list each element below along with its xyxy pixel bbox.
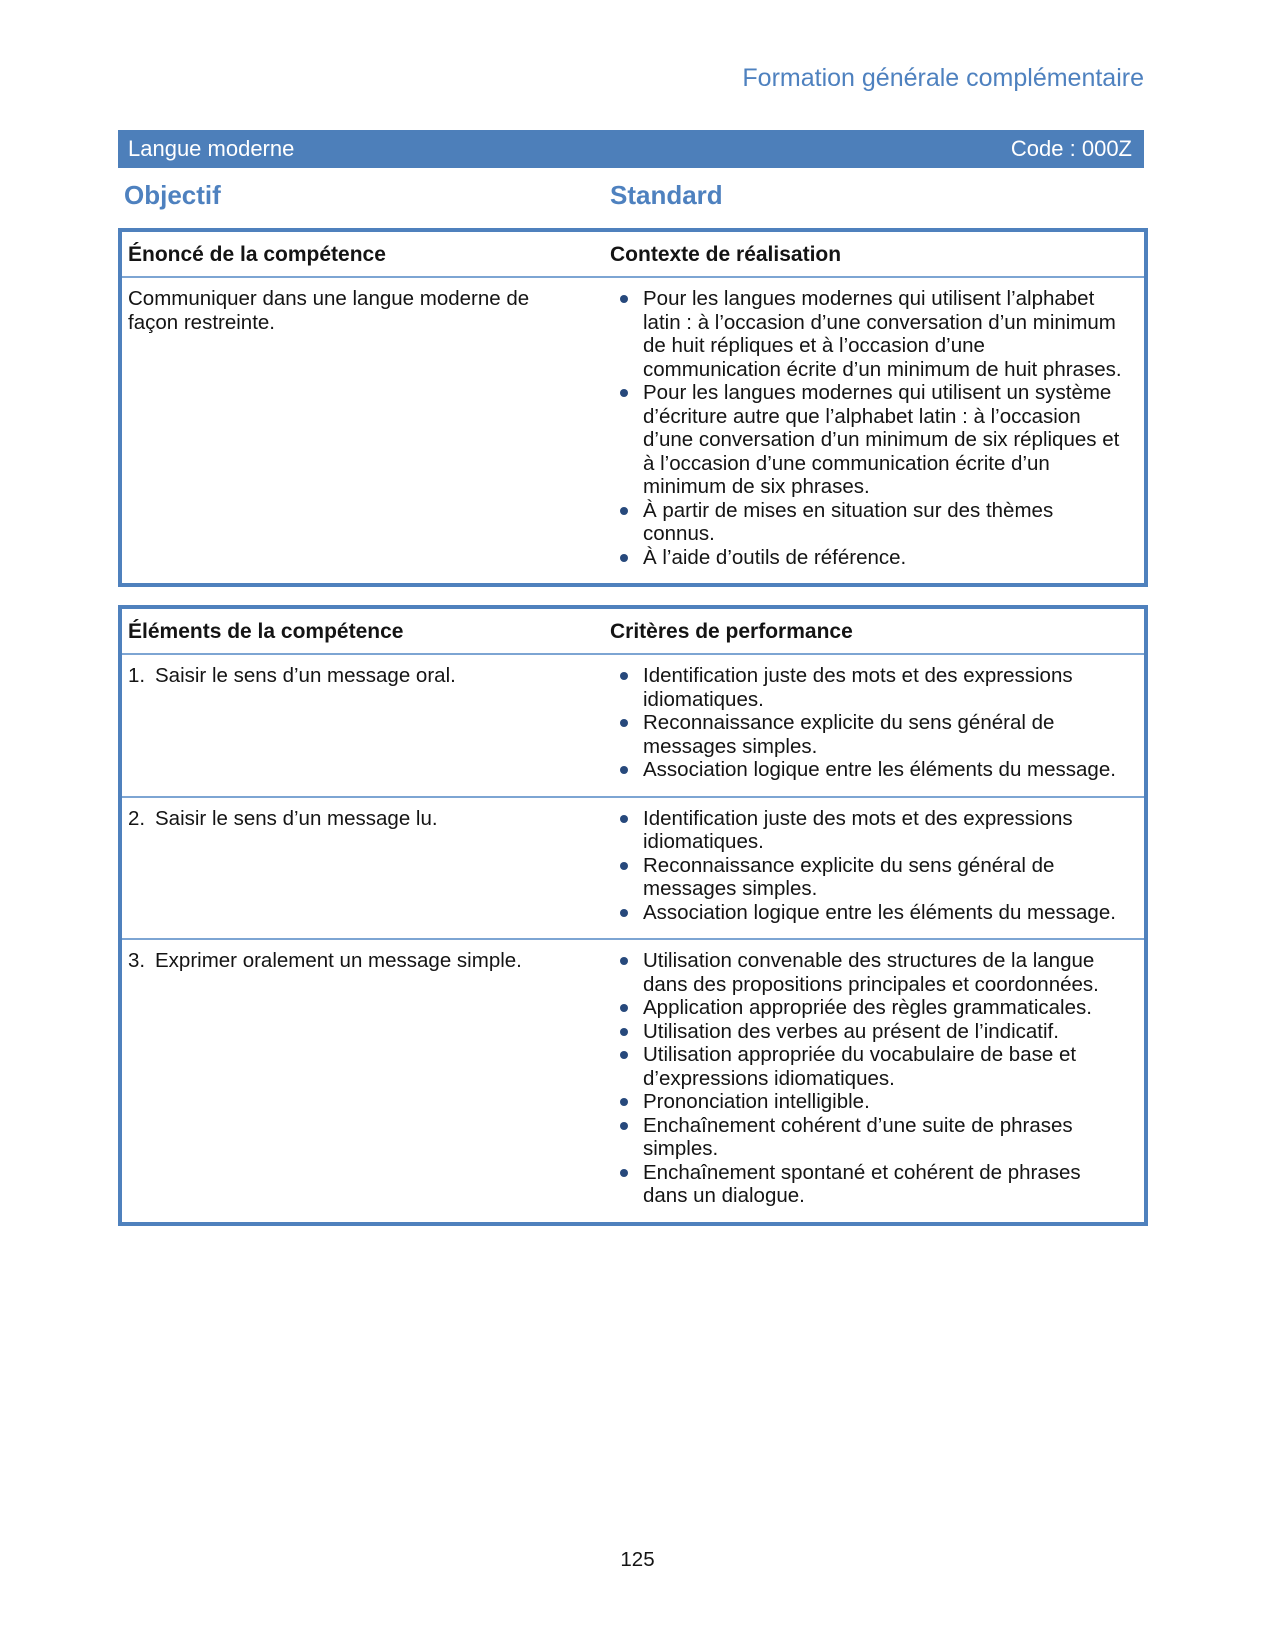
competency-table [118,228,1148,587]
element-item [128,807,580,831]
tables-container [118,228,1148,1226]
bullet-item: Utilisation convenable des structures de la langue dans des propositions principales et coordonnées. [610,949,1132,996]
bullet-item: Association logique entre les éléments du message. [610,758,1132,782]
element-text: Saisir le sens d’un message lu. [155,806,438,830]
competency-statement: Communiquer dans une langue moderne de façon restreinte. [128,287,530,334]
bullet-item: Reconnaissance explicite du sens général de messages simples. [610,854,1132,901]
context-bullet-list [610,287,1132,569]
header-elements: Éléments de la compétence [128,620,404,643]
competency-statement-cell [122,287,610,569]
bullet-item: Application appropriée des règles grammaticales. [610,996,1132,1020]
objectif-heading: Objectif [124,180,221,210]
element-number: 1. [128,664,146,687]
elements-table [118,605,1148,1226]
competency-table-body [122,278,1144,583]
bullet-item: Reconnaissance explicite du sens général de messages simples. [610,711,1132,758]
bullet-item: Association logique entre les éléments du message. [610,901,1132,925]
bullet-item: Utilisation appropriée du vocabulaire de base et d’expressions idiomatiques. [610,1043,1132,1090]
bullet-item: Identification juste des mots et des expressions idiomatiques. [610,664,1132,711]
element-number: 2. [128,806,146,830]
bullet-item: À partir de mises en situation sur des thèmes connus. [610,499,1132,546]
table-row [122,938,1144,1222]
table-row [122,655,1144,796]
context-cell [610,287,1144,569]
page-number: 125 [620,1548,655,1571]
criteria-bullet-list [610,664,1132,782]
criteria-bullet-list [610,807,1132,925]
bullet-item: Identification juste des mots et des expressions idiomatiques. [610,807,1132,854]
element-cell [122,949,610,1208]
standard-heading: Standard [610,180,723,210]
element-text: Exprimer oralement un message simple. [155,949,522,972]
header-criteres: Critères de performance [610,620,853,643]
title-banner [118,130,1144,168]
bullet-item: Pour les langues modernes qui utilisent l’alphabet latin : à l’occasion d’une conversation d’un minimum de huit répliques et à l’occasion d’une communication écrite d’un minimum de huit phrases. [610,287,1132,381]
element-cell [122,664,610,782]
competency-table-header [122,232,1144,278]
bullet-item: Enchaînement cohérent d’une suite de phrases simples. [610,1114,1132,1161]
running-header: Formation générale complémentaire [742,64,1144,92]
criteria-cell [610,664,1144,782]
element-cell [122,807,610,925]
criteria-cell [610,949,1144,1208]
banner-code: Code : 000Z [1010,136,1132,161]
section-headings [124,180,1148,211]
element-item [128,949,580,973]
header-enonce: Énoncé de la compétence [128,243,386,266]
criteria-cell [610,807,1144,925]
element-number: 3. [128,949,146,972]
bullet-item: Enchaînement spontané et cohérent de phrases dans un dialogue. [610,1161,1132,1208]
table-row [122,796,1144,939]
header-contexte: Contexte de réalisation [610,243,842,266]
bullet-item: Utilisation des verbes au présent de l’indicatif. [610,1020,1132,1044]
element-text: Saisir le sens d’un message oral. [155,664,456,687]
bullet-item: Prononciation intelligible. [610,1090,1132,1114]
element-item [128,664,580,688]
criteria-bullet-list [610,949,1132,1208]
banner-title: Langue moderne [128,136,295,161]
bullet-item: À l’aide d’outils de référence. [610,546,1132,570]
bullet-item: Pour les langues modernes qui utilisent un système d’écriture autre que l’alphabet latin : à l’occasion d’une conversation d’un minimum de six répliques et à l’occasion d’une communication écrite d’un minimum de six phrases. [610,381,1132,499]
elements-table-header [122,609,1144,655]
